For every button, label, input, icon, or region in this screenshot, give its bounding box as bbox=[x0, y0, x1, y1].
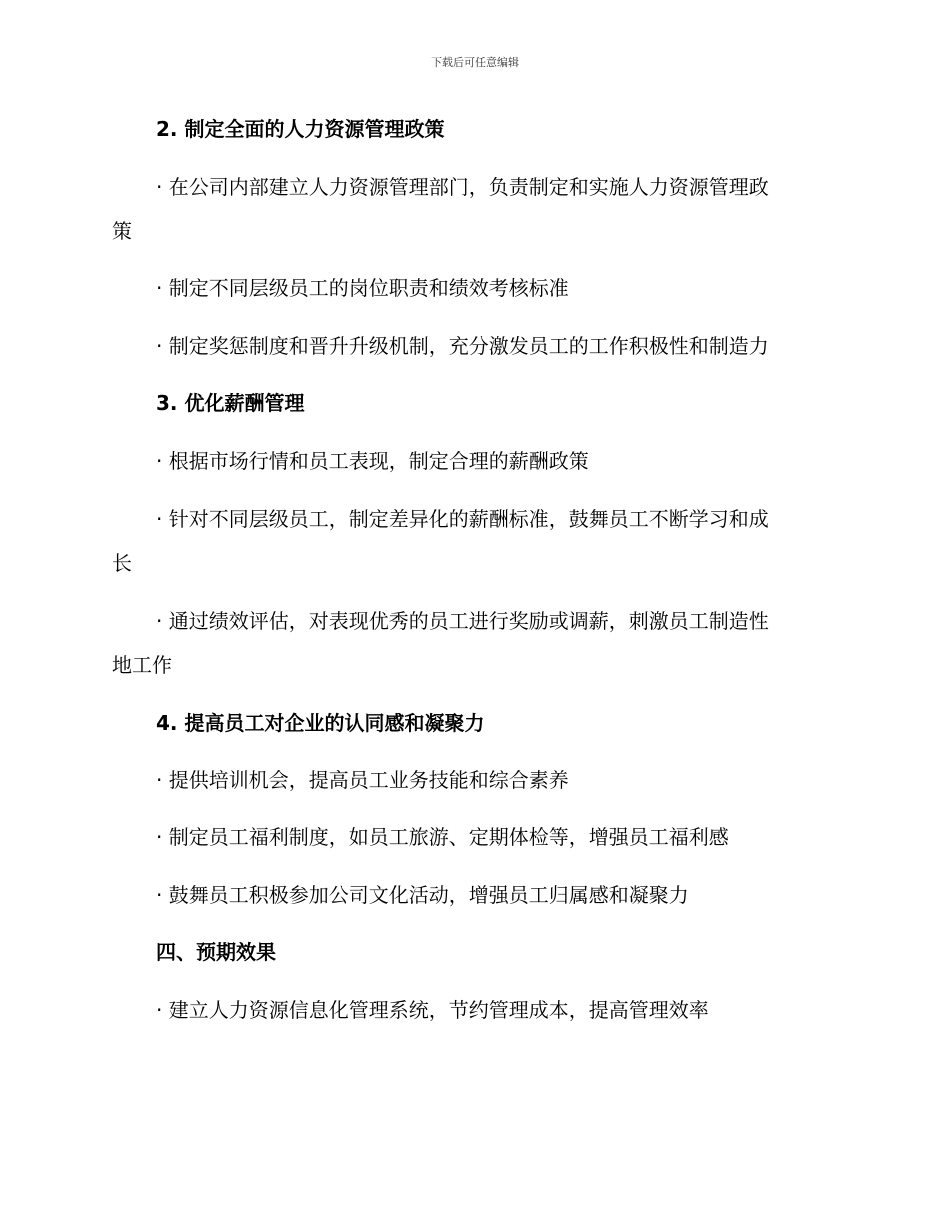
bullet-item: · 制定员工福利制度，如员工旅游、定期体检等，增强员工福利感 bbox=[156, 825, 729, 849]
bullet-continuation: 地工作 bbox=[112, 653, 172, 677]
bullet-item: · 在公司内部建立人力资源管理部门，负责制定和实施人力资源管理政 bbox=[156, 175, 769, 199]
bullet-item: · 根据市场行情和员工表现，制定合理的薪酬政策 bbox=[156, 449, 589, 473]
bullet-item: · 针对不同层级员工，制定差异化的薪酬标准，鼓舞员工不断学习和成 bbox=[156, 507, 769, 531]
bullet-item: · 通过绩效评估，对表现优秀的员工进行奖励或调薪，刺激员工制造性 bbox=[156, 609, 769, 633]
bullet-continuation: 长 bbox=[112, 551, 132, 575]
bullet-item: · 提供培训机会，提高员工业务技能和综合素养 bbox=[156, 768, 569, 792]
page-header: 下载后可任意编辑 bbox=[431, 56, 519, 69]
section-heading: 3. 优化薪酬管理 bbox=[156, 391, 305, 415]
bullet-continuation: 策 bbox=[112, 219, 132, 243]
section-heading: 四、预期效果 bbox=[156, 940, 276, 964]
bullet-item: · 制定不同层级员工的岗位职责和绩效考核标准 bbox=[156, 276, 569, 300]
bullet-item: · 建立人力资源信息化管理系统，节约管理成本，提高管理效率 bbox=[156, 998, 709, 1022]
bullet-item: · 制定奖惩制度和晋升升级机制，充分激发员工的工作积极性和制造力 bbox=[156, 334, 769, 358]
section-heading: 2. 制定全面的人力资源管理政策 bbox=[156, 117, 445, 141]
section-heading: 4. 提高员工对企业的认同感和凝聚力 bbox=[156, 711, 485, 735]
bullet-item: · 鼓舞员工积极参加公司文化活动，增强员工归属感和凝聚力 bbox=[156, 883, 689, 907]
